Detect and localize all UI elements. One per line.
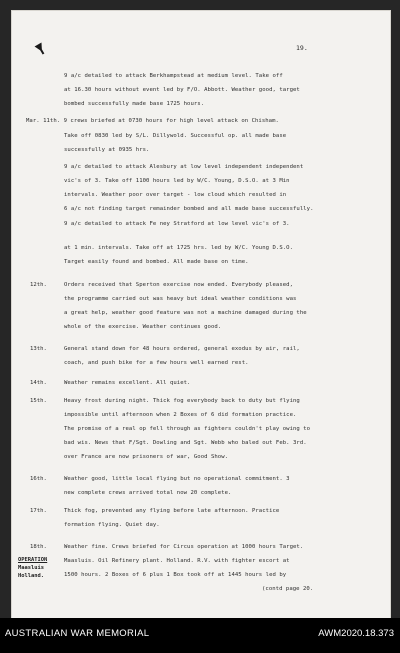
margin-note-line: Holland. xyxy=(18,573,44,579)
text-line: formation flying. Quiet day. xyxy=(64,522,160,528)
text-line: Orders received that Sperton exercise now ended. Everybody pleased, xyxy=(64,282,293,288)
entry-date: 14th. xyxy=(30,380,47,386)
text-line: The promise of a real op fell through as fighters couldn't play owing to xyxy=(64,426,311,432)
text-line: the programme carried out was heavy but ideal weather conditions was xyxy=(64,296,297,302)
text-line: Weather good, little local flying but no operational commitment. 3 xyxy=(64,476,290,482)
footer-bar xyxy=(0,618,400,653)
footer-institution: AUSTRALIAN WAR MEMORIAL xyxy=(5,628,150,639)
text-line: General stand down for 48 hours ordered, general exodus by air, rail, xyxy=(64,346,300,352)
footer-accession-number: AWM2020.18.373 xyxy=(318,628,394,639)
text-line: 9 a/c detailed to attack Berkhampstead at medium level. Take off xyxy=(64,73,283,79)
entry-date: 15th. xyxy=(30,398,47,404)
text-line: bad wis. News that F/Sgt. Dowling and Sgt. Webb who baled out Feb. 3rd. xyxy=(64,440,307,446)
text-line: new complete crews arrived total now 20 complete. xyxy=(64,490,232,496)
text-line: at 1 min. intervals. Take off at 1725 hrs. led by W/C. Young D.S.O. xyxy=(64,245,293,251)
entry-date: 16th. xyxy=(30,476,47,482)
text-line: over France are now prisoners of war, Good Show. xyxy=(64,454,229,460)
entry-date: 17th. xyxy=(30,508,47,514)
text-line: Maasluis. Oil Refinery plant. Holland. R.V. with fighter escort at xyxy=(64,558,290,564)
text-line: Take off 0830 led by S/L. Dillywold. Successful op. all made base xyxy=(64,133,287,139)
entry-date: 13th. xyxy=(30,346,47,352)
text-line: 1500 hours. 2 Boxes of 6 plus 1 Box took off at 1445 hours led by xyxy=(64,572,287,578)
text-line: Weather fine. Crews briefed for Circus operation at 1000 hours Target. xyxy=(64,544,304,550)
text-line: successfully at 0935 hrs. xyxy=(64,147,150,153)
text-line: coach, and push bike for a few hours well earned rest. xyxy=(64,360,249,366)
margin-note-line: Maasluis xyxy=(18,565,44,571)
text-line: a great help, weather good feature was not a machine damaged during the xyxy=(64,310,307,316)
page-number: 19. xyxy=(296,44,308,52)
text-line: bombed successfully made base 1725 hours. xyxy=(64,101,205,107)
text-line: Weather remains excellent. All quiet. xyxy=(64,380,191,386)
text-line: Heavy frost during night. Thick fog everybody back to duty but flying xyxy=(64,398,300,404)
entry-date: 18th. xyxy=(30,544,47,550)
text-line: Thick fog, prevented any flying before late afternoon. Practice xyxy=(64,508,280,514)
text-line: Mar. 11th. 9 crews briefed at 0730 hours for high level attack on Chisham. xyxy=(26,118,279,124)
text-line: 9 a/c detailed to attack Alesbury at low level independent independent xyxy=(64,164,304,170)
text-line: whole of the exercise. Weather continues good. xyxy=(64,324,222,330)
text-line: 9 a/c detailed to attack Fe ney Stratford at low level vic's of 3. xyxy=(64,221,290,227)
text-line: impossible until afternoon when 2 Boxes of 6 did formation practice. xyxy=(64,412,297,418)
text-line: Target easily found and bombed. All made base on time. xyxy=(64,259,249,265)
text-line: 6 a/c not finding target remainder bombed and all made base successfully. xyxy=(64,206,314,212)
text-line: intervals. Weather poor over target - low cloud which resulted in xyxy=(64,192,287,198)
margin-note-line: OPERATION xyxy=(18,557,48,563)
text-line: (contd page 20. xyxy=(262,586,314,592)
entry-date: 12th. xyxy=(30,282,47,288)
text-line: vic's of 3. Take off 1100 hours led by W/C. Young, D.S.O. at 3 Min xyxy=(64,178,290,184)
text-line: at 16.30 hours without event led by F/O. Abbott. Weather good, target xyxy=(64,87,300,93)
